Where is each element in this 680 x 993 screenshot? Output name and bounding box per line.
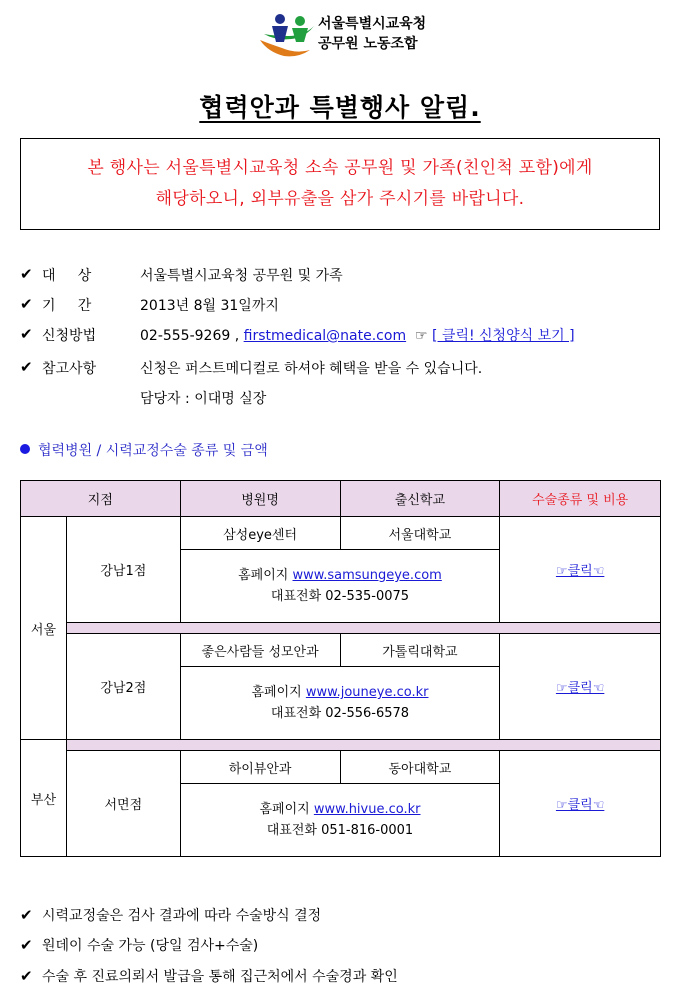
footer-text: 원데이 수술 가능 (당일 검사+수술): [42, 938, 259, 954]
homepage-label: 홈페이지: [251, 685, 302, 700]
footer-text: 수술 후 진료의뢰서 발급을 통해 집근처에서 수술경과 확인: [42, 969, 398, 985]
footer-note: [20, 966, 398, 986]
contact-cell: [180, 784, 500, 857]
homepage-link[interactable]: www.jouneye.co.kr: [305, 685, 429, 700]
branch-name: 서면점: [66, 751, 180, 857]
table-row: [21, 751, 661, 784]
hospital-table: [20, 480, 661, 857]
check-icon: ✔: [20, 906, 33, 924]
note-value: 신청은 퍼스트메디컬로 하셔야 혜택을 받을 수 있습니다.: [140, 361, 483, 377]
header-branch: 지점: [21, 481, 181, 517]
header-surgery-cost: 수술종류 및 비용: [500, 481, 661, 517]
notice-box: [20, 138, 660, 230]
footer-note: [20, 905, 321, 925]
contact-cell: [180, 667, 500, 740]
bullet-dot-icon: [20, 444, 30, 454]
logo-line1: 서울특별시교육청: [318, 16, 427, 32]
separator-cell: [66, 740, 660, 751]
table-header-row: [21, 481, 661, 517]
table-row: [21, 517, 661, 550]
click-link-cell: [500, 517, 661, 623]
info-target: [20, 265, 660, 285]
logo-text: [318, 14, 426, 54]
school-name: 가톨릭대학교: [340, 634, 500, 667]
target-label: 대 상: [42, 268, 92, 284]
homepage-link[interactable]: www.hivue.co.kr: [313, 802, 421, 817]
region-busan: 부산: [21, 740, 67, 857]
apply-form-link[interactable]: [ 클릭! 신청양식 보기 ]: [432, 328, 575, 344]
homepage-link[interactable]: www.samsungeye.com: [292, 568, 442, 583]
homepage-label: 홈페이지: [259, 802, 310, 817]
contact-cell: [180, 550, 500, 623]
logo-line2: 공무원 노동조합: [318, 36, 418, 52]
click-link[interactable]: ☞클릭☜: [555, 798, 605, 813]
phone-text: 대표전화 02-535-0075: [270, 589, 410, 604]
hospital-name: 삼성eye센터: [180, 517, 340, 550]
hospital-name: 하이뷰안과: [180, 751, 340, 784]
click-link-cell: [500, 751, 661, 857]
period-value: 2013년 8월 31일까지: [140, 298, 279, 314]
apply-label: 신청방법: [42, 328, 97, 344]
check-icon: ✔: [20, 295, 33, 313]
check-icon: ✔: [20, 325, 33, 343]
apply-phone: 02-555-9269 ,: [140, 328, 240, 344]
apply-email-link[interactable]: firstmedical@nate.com: [243, 328, 407, 344]
click-link-cell: [500, 634, 661, 740]
page-title: [0, 88, 680, 124]
click-link[interactable]: ☞클릭☜: [555, 681, 605, 696]
hospital-name: 좋은사람들 성모안과: [180, 634, 340, 667]
pointing-hand-icon: ☞: [415, 328, 428, 344]
header-hospital: 병원명: [180, 481, 340, 517]
row-separator: [21, 740, 661, 751]
phone-text: 대표전화 02-556-6578: [270, 706, 410, 721]
branch-name: 강남1점: [66, 517, 180, 623]
contact-person: 담당자 : 이대명 실장: [140, 391, 267, 407]
check-icon: ✔: [20, 967, 33, 985]
table-row: [21, 634, 661, 667]
note-label: 참고사항: [42, 361, 97, 377]
footer-text: 시력교정술은 검사 결과에 따라 수술방식 결정: [42, 908, 322, 924]
row-separator: [21, 623, 661, 634]
page-title-text: 협력안과 특별행사 알림.: [199, 93, 481, 122]
check-icon: ✔: [20, 936, 33, 954]
homepage-label: 홈페이지: [238, 568, 289, 583]
check-icon: ✔: [20, 265, 33, 283]
click-link[interactable]: ☞클릭☜: [555, 564, 605, 579]
section-title: 협력병원 / 시력교정수술 종류 및 금액: [38, 443, 268, 459]
notice-line2: 해당하오니, 외부유출을 삼가 주시기를 바랍니다.: [155, 189, 525, 209]
region-seoul: 서울: [21, 517, 67, 740]
info-apply: [20, 325, 660, 345]
info-note: [20, 358, 660, 378]
check-icon: ✔: [20, 358, 33, 376]
separator-cell: [66, 623, 660, 634]
target-value: 서울특별시교육청 공무원 및 가족: [140, 268, 343, 284]
school-name: 동아대학교: [340, 751, 500, 784]
footer-note: [20, 935, 258, 955]
info-period: [20, 295, 660, 315]
period-label: 기 간: [42, 298, 92, 314]
phone-text: 대표전화 051-816-0001: [266, 823, 414, 838]
school-name: 서울대학교: [340, 517, 500, 550]
branch-name: 강남2점: [66, 634, 180, 740]
header-school: 출신학교: [340, 481, 500, 517]
notice-line1: 본 행사는 서울특별시교육청 소속 공무원 및 가족(친인척 포함)에게: [87, 158, 593, 178]
